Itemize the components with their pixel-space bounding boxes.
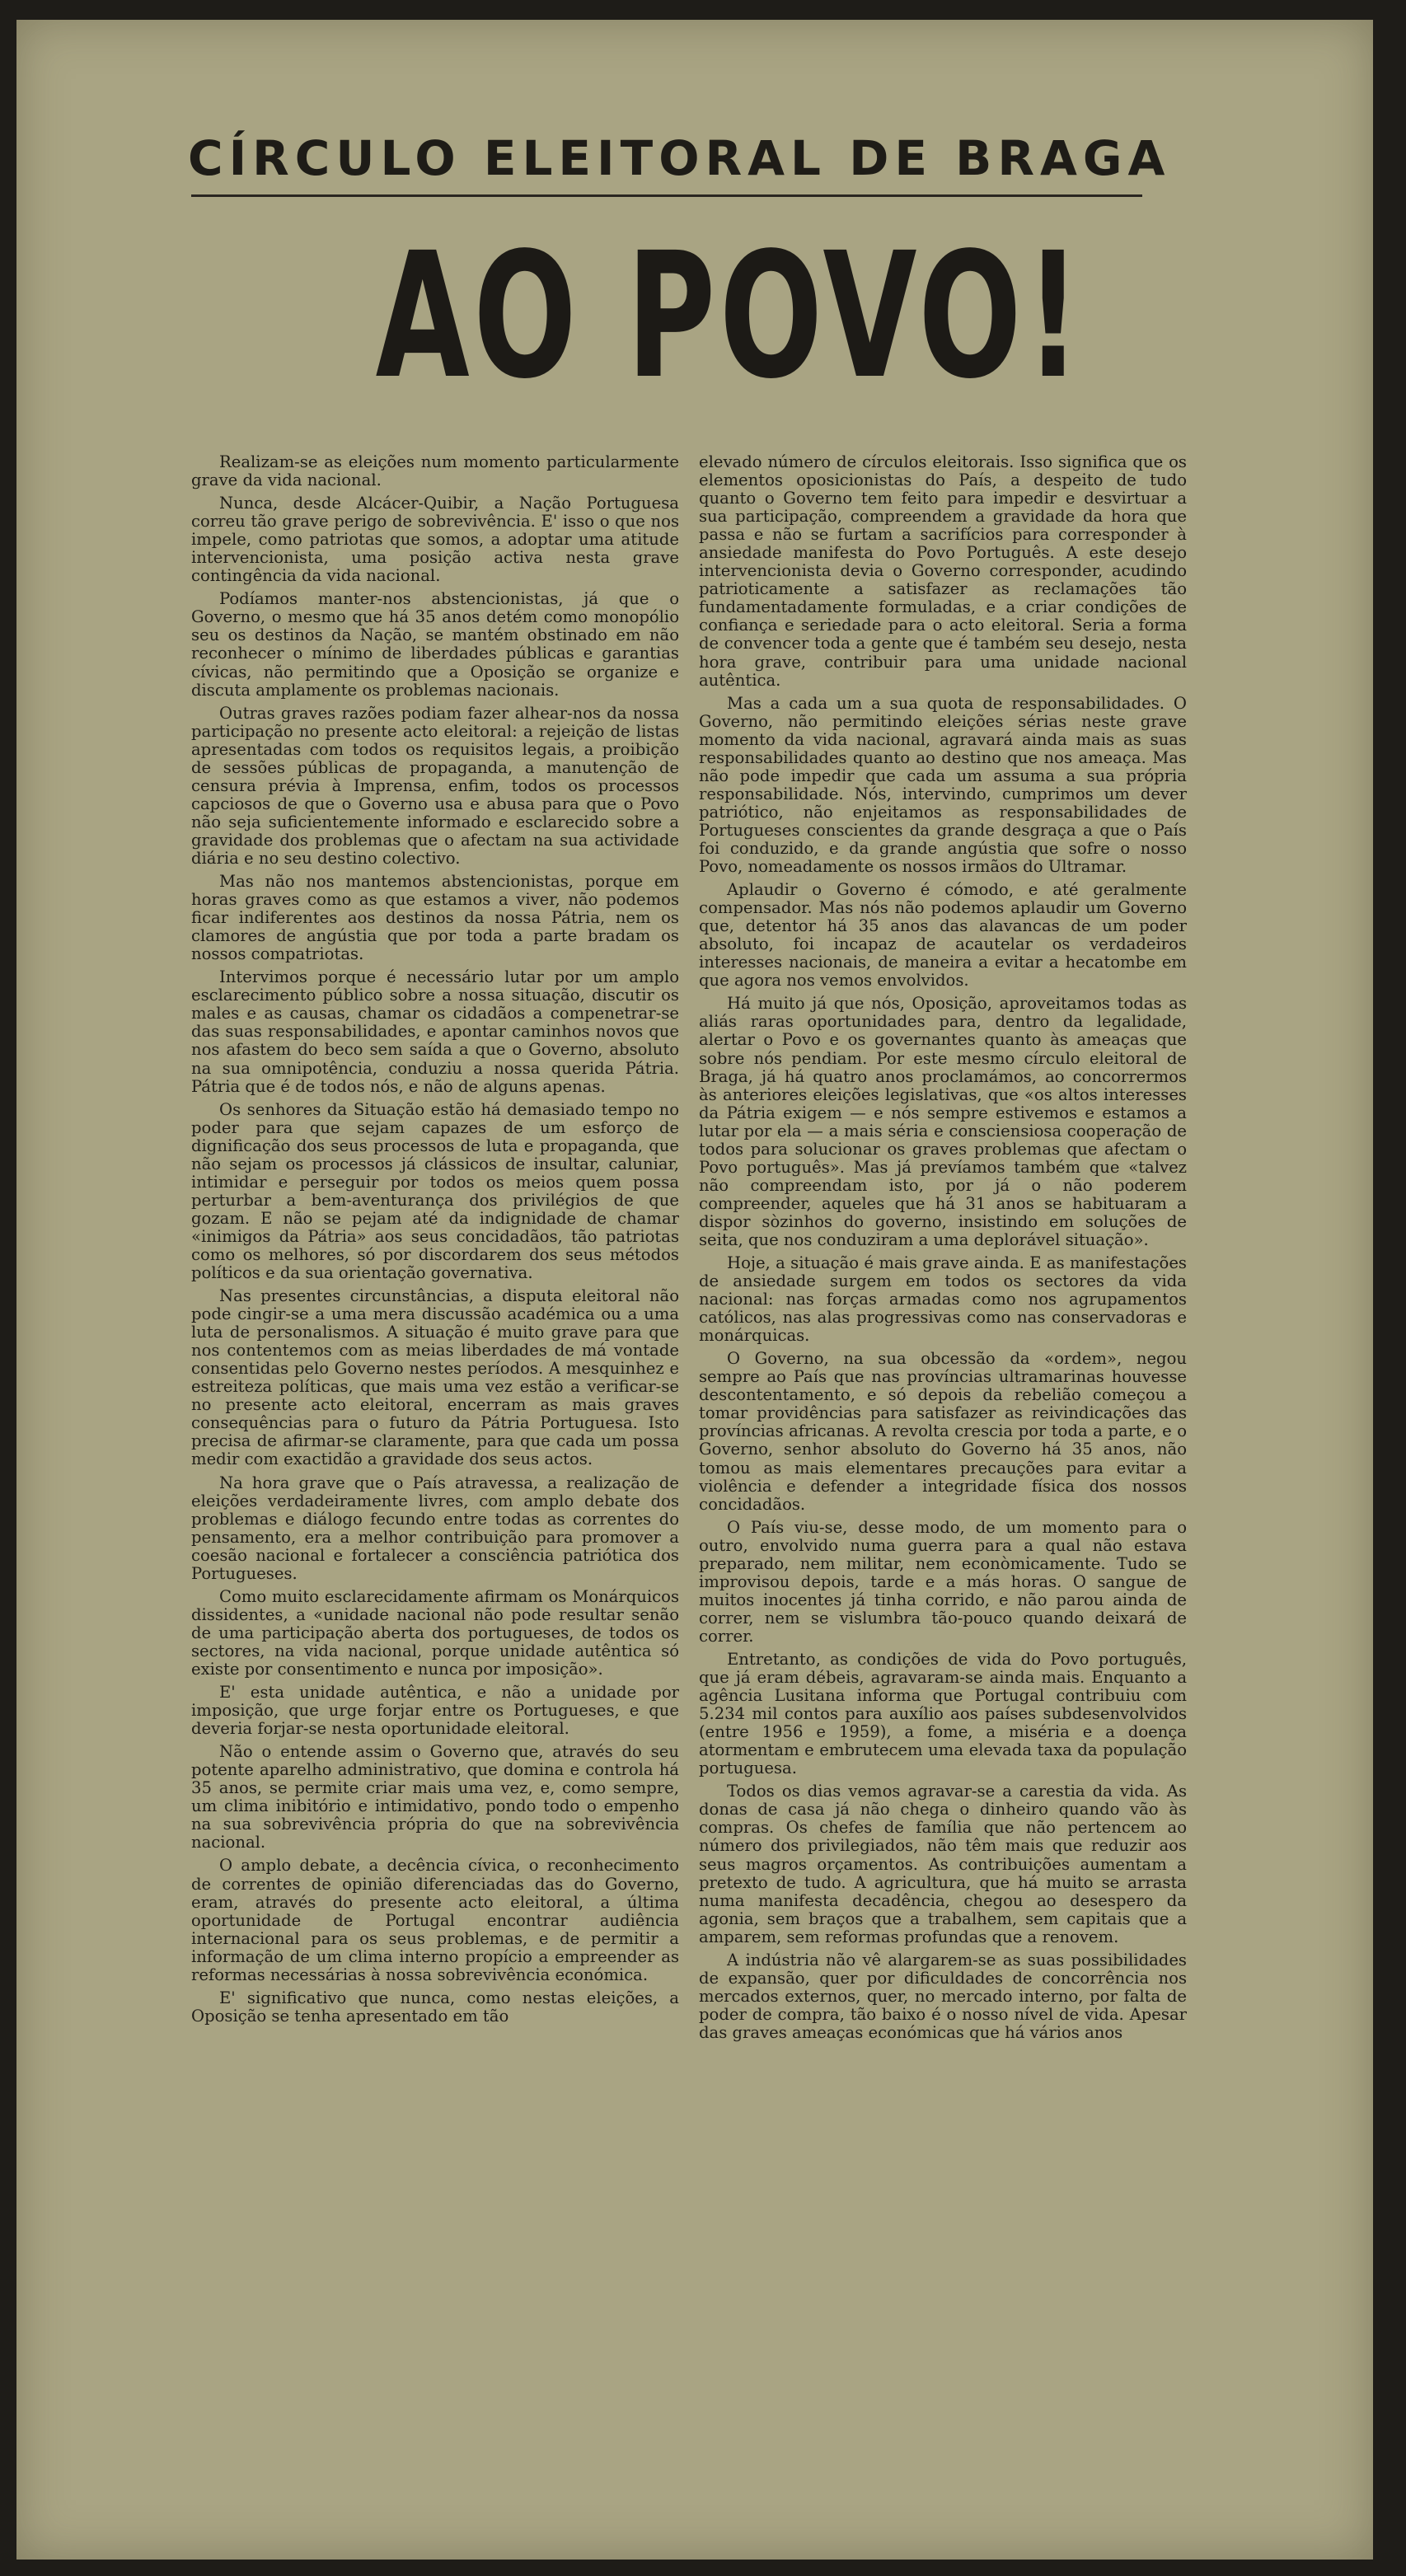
paragraph: Na hora grave que o País atravessa, a realização de eleições verdadeiramente livres, com amplo debate dos problemas e diálogo fecundo entre todas as correntes do pensamento, era a melhor contribuição para promover a coesão nacional e fortalecer a consciência patriótica dos Portugueses. [191, 1473, 679, 1583]
paragraph: Hoje, a situação é mais grave ainda. E as manifestações de ansiedade surgem em todos os sectores da vida nacional: nas forças armadas como nos agrupamentos católicos, nas alas progressivas como nas conservadoras e monárquicas. [699, 1253, 1187, 1346]
paragraph: Nunca, desde Alcácer-Quibir, a Nação Portuguesa correu tão grave perigo de sobrevivência. E' isso o que nos impele, como patriotas que somos, a adoptar uma atitude intervencionista, uma posição activa nesta grave contingência da vida nacional. [191, 494, 679, 586]
paragraph: E' significativo que nunca, como nestas eleições, a Oposição se tenha apresentado em tão [191, 1988, 679, 2026]
paragraph: Intervimos porque é necessário lutar por um amplo esclarecimento público sobre a nossa situação, discutir os males e as causas, chamar os cidadãos a compenetrar-se das suas responsabilidades, e apontar caminhos novos que nos afastem do beco sem saída a que o Governo, absoluto na sua omnipotência, conduziu a nossa querida Pátria. Pátria que é de todos nós, e não de alguns apenas. [191, 967, 679, 1096]
paragraph: A indústria não vê alargarem-se as suas possibilidades de expansão, quer por dificuldades de concorrência nos mercados externos, quer, no mercado interno, por falta de poder de compra, tão baixo é o nosso nível de vida. Apesar das graves ameaças económicas que há vários anos [699, 1950, 1187, 2042]
paragraph: Podíamos manter-nos abstencionistas, já que o Governo, o mesmo que há 35 anos detém como monopólio seu os destinos da Nação, se mantém obstinado em não reconhecer o mínimo de liberdades públicas e garantias cívicas, não permitindo que a Oposição se organize e discuta amplamente os problemas nacionais. [191, 589, 679, 700]
paragraph: O País viu-se, desse modo, de um momento para o outro, envolvido numa guerra para a qual não estava preparado, nem militar, nem econòmicamente. Tudo se improvisou depois, tarde e a más horas. O sangue de muitos inocentes já tinha corrido, e não parou ainda de correr, nem se vislumbra tão-pouco quando deixará de correr. [699, 1517, 1187, 1646]
paragraph: O amplo debate, a decência cívica, o reconhecimento de correntes de opinião diferenciadas das do Governo, eram, através do presente acto eleitoral, a última oportunidade de Portugal encontrar audiência internacional para os seus problemas, e de permitir a informação de um clima interno propício a empreender as reformas necessárias à nossa sobrevivência económica. [191, 1856, 679, 1984]
left-column [191, 453, 679, 2030]
paragraph: Há muito já que nós, Oposição, aproveitamos todas as aliás raras oportunidades para, dentro da legalidade, alertar o Povo e os governantes quanto às ameaças que sobre nós pendiam. Por este mesmo círculo eleitoral de Braga, já há quatro anos proclamámos, ao concorrermos às anteriores eleições legislativas, que «os altos interesses da Pátria exigem — e nós sempre estivemos e estamos a lutar por ela — a mais séria e consciensiosa cooperação de todos para solucionar os graves problemas que afectam o Povo português». Mas já prevíamos também que «talvez não compreendam isto, por já o não poderem compreender, aqueles que há 31 anos se habituaram a dispor sòzinhos do governo, insistindo em soluções de seita, que nos conduziram a uma deplorável situação». [699, 994, 1187, 1249]
paragraph: Nas presentes circunstâncias, a disputa eleitoral não pode cingir-se a uma mera discussão académica ou a uma luta de personalismos. A situação é muito grave para que nos contentemos com as meias liberdades de má vontade consentidas pelo Governo nestes períodos. A mesquinhez e estreiteza políticas, que mais uma vez estão a verificar-se no presente acto eleitoral, encerram as mais graves consequências para o futuro da Pátria Portuguesa. Isto precisa de afirmar-se claramente, para que cada um possa medir com exactidão a gravidade dos seus actos. [191, 1286, 679, 1469]
headline: AO POVO! [375, 215, 1085, 417]
paragraph-continued: elevado número de círculos eleitorais. Isso significa que os elementos oposicionistas do País, a despeito de tudo quanto o Governo tem feito para impedir e desvirtuar a sua participação, compreendem a gravidade da hora que passa e não se furtam a sacrifícios para corresponder à ansiedade manifesta do Povo Português. A este desejo intervencionista devia o Governo corresponder, acudindo patrioticamente a satisfazer as reclamações tão fundamentadamente formuladas, e a criar condições de confiança e seriedade para o acto eleitoral. Seria a forma de convencer toda a gente que é também seu desejo, nesta hora grave, contribuir para uma unidade nacional autêntica. [699, 452, 1187, 690]
title-underline [191, 194, 1142, 197]
paragraph: Entretanto, as condições de vida do Povo português, que já eram débeis, agravaram-se ainda mais. Enquanto a agência Lusitana informa que Portugal contribuiu com 5.234 mil contos para auxílio aos países subdesenvolvidos (entre 1956 e 1959), a fome, a miséria e a doença atormentam e embrutecem uma elevada taxa da população portuguesa. [699, 1650, 1187, 1778]
paragraph: O Governo, na sua obcessão da «ordem», negou sempre ao País que nas províncias ultramarinas houvesse descontentamento, e só depois da rebelião começou a tomar providências para satisfazer as reivindicações das províncias africanas. A revolta crescia por toda a parte, e o Governo, senhor absoluto do Governo há 35 anos, não tomou as mais elementares precauções para evitar a violência e defender a integridade física dos nossos concidadãos. [699, 1349, 1187, 1514]
paragraph: Todos os dias vemos agravar-se a carestia da vida. As donas de casa já não chega o dinheiro quando vão às compras. Os chefes de família que não pertencem ao número dos privilegiados, não têm mais que reduzir aos seus magros orçamentos. As contribuições aumentam a pretexto de tudo. A agricultura, que há muito se arrasta numa manifesta decadência, chegou ao desespero da agonia, sem braços que a trabalhem, sem capitais que a amparem, sem reformas profundas que a renovem. [699, 1782, 1187, 1946]
paragraph: Aplaudir o Governo é cómodo, e até geralmente compensador. Mas nós não podemos aplaudir um Governo que, detentor há 35 anos das alavancas de um poder absoluto, foi incapaz de acautelar os verdadeiros interesses nacionais, de maneira a evitar a hecatombe em que agora nos vemos envolvidos. [699, 880, 1187, 991]
paragraph: Outras graves razões podiam fazer alhear-nos da nossa participação no presente acto eleitoral: a rejeição de listas apresentadas com todos os requisitos legais, a proibição de sessões públicas de propaganda, a manutenção de censura prévia à Imprensa, enfim, todos os processos capciosos de que o Governo usa e abusa para que o Povo não seja suficientemente informado e esclarecido sobre a gravidade dos problemas que o afectam na sua actividade diária e no seu destino colectivo. [191, 703, 679, 868]
paragraph: Os senhores da Situação estão há demasiado tempo no poder para que sejam capazes de um esforço de dignificação dos seus processos de luta e propaganda, que não sejam os processos já clássicos de insultar, caluniar, intimidar e perseguir por todos os meios quem possa perturbar a bem-aventurança dos privilégios de que gozam. E não se pejam até da indignidade de chamar «inimigos da Pátria» aos seus concidadãos, tão patriotas como os melhores, só por discordarem dos seus métodos políticos e da sua orientação governativa. [191, 1099, 679, 1283]
paragraph: Mas a cada um a sua quota de responsabilidades. O Governo, não permitindo eleições sérias neste grave momento da vida nacional, agravará ainda mais as suas responsabilidades quanto ao destino que nos ameaça. Mas não pode impedir que cada um assuma a sua própria responsabilidade. Nós, intervindo, cumprimos um dever patriótico, não enjeitamos as responsabilidades de Portugueses conscientes da grande desgraça a que o País foi conduzido, e da grande angústia que sofre o nosso Povo, nomeadamente os nossos irmãos do Ultramar. [699, 693, 1187, 877]
paragraph: Como muito esclarecidamente afirmam os Monárquicos dissidentes, a «unidade nacional não pode resultar senão de uma participação aberta dos portugueses, de todos os sectores, na vida nacional, porque unidade autêntica só existe por consentimento e nunca por imposição». [191, 1586, 679, 1679]
paragraph: Mas não nos mantemos abstencionistas, porque em horas graves como as que estamos a viver, não podemos ficar indiferentes aos destinos da nossa Pátria, nem os clamores de angústia que por toda a parte bradam os nossos compatriotas. [191, 872, 679, 964]
paragraph: E' esta unidade autêntica, e não a unidade por imposição, que urge forjar entre os Portugueses, e que deveria forjar-se nesta oportunidade eleitoral. [191, 1683, 679, 1739]
right-column [699, 453, 1187, 2047]
paragraph: Não o entende assim o Governo que, através do seu potente aparelho administrativo, que domina e controla há 35 anos, se permite criar mais uma vez, e, como sempre, um clima inibitório e intimidativo, pondo todo o empenho na sua sobrevivência própria do que na sobrevivência nacional. [191, 1742, 679, 1852]
electoral-circle-title: CÍRCULO ELEITORAL DE BRAGA [188, 130, 1171, 186]
paragraph: Realizam-se as eleições num momento particularmente grave da vida nacional. [191, 452, 679, 490]
